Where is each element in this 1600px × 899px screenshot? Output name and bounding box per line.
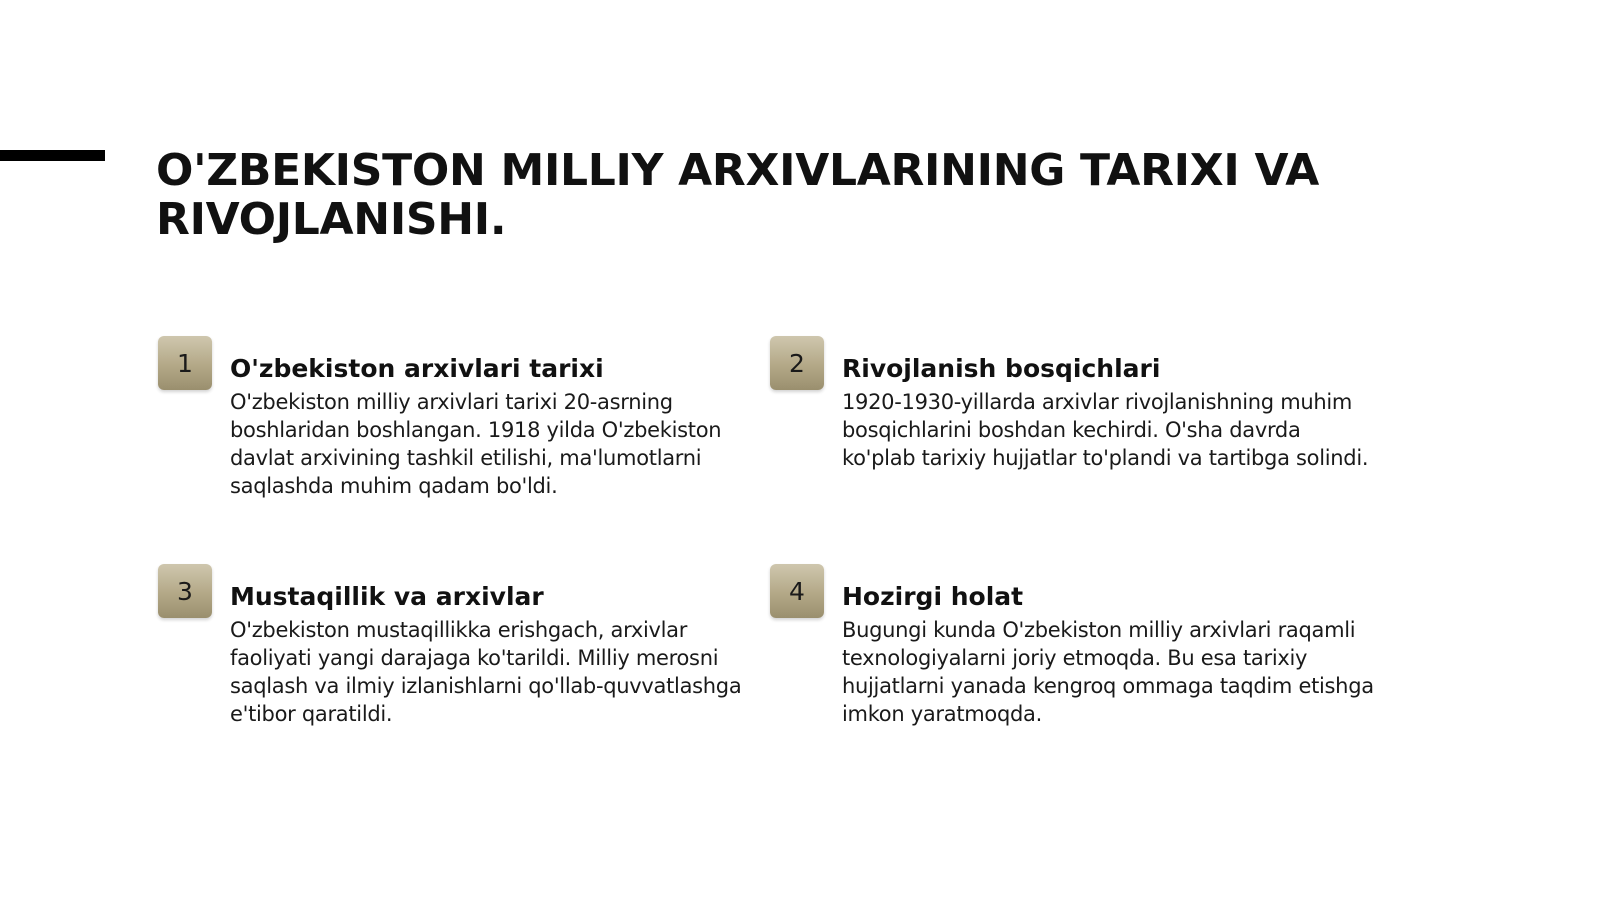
card-title: Mustaqillik va arxivlar bbox=[230, 582, 544, 611]
number-badge: 4 bbox=[770, 564, 824, 618]
card-title: Rivojlanish bosqichlari bbox=[842, 354, 1161, 383]
timeline-card-3 bbox=[158, 564, 742, 754]
card-text: O'zbekiston mustaqillikka erishgach, arxivlar faoliyati yangi darajaga ko'tarildi. Milliy merosni saqlash va ilmiy izlanishlarni qo'llab-quvvatlashga e'tibor qaratildi. bbox=[230, 618, 742, 726]
title-accent-bar bbox=[0, 150, 105, 161]
card-title: O'zbekiston arxivlari tarixi bbox=[230, 354, 604, 383]
card-title: Hozirgi holat bbox=[842, 582, 1024, 611]
number-badge: 2 bbox=[770, 336, 824, 390]
timeline-card-1 bbox=[158, 336, 722, 526]
card-text: O'zbekiston milliy arxivlari tarixi 20-asrning boshlaridan boshlangan. 1918 yilda O'zbekiston davlat arxivining tashkil etilishi, ma'lumotlarni saqlashda muhim qadam bo'ldi. bbox=[230, 390, 722, 498]
card-text: Bugungi kunda O'zbekiston milliy arxivlari raqamli texnologiyalarni joriy etmoqda. Bu esa tarixiy hujjatlarni yanada kengroq ommaga taqdim etishga imkon yaratmoqda. bbox=[842, 618, 1374, 726]
card-text: 1920-1930-yillarda arxivlar rivojlanishning muhim bosqichlarini boshdan kechirdi. O'sha davrda ko'plab tarixiy hujjatlar to'plandi va tartibga solindi. bbox=[842, 390, 1369, 470]
number-badge: 1 bbox=[158, 336, 212, 390]
slide-title: O'ZBEKISTON MILLIY ARXIVLARINING TARIXI VA RIVOJLANISHI. bbox=[156, 145, 1319, 245]
timeline-card-4 bbox=[770, 564, 1374, 754]
timeline-card-2 bbox=[770, 336, 1369, 526]
number-badge: 3 bbox=[158, 564, 212, 618]
